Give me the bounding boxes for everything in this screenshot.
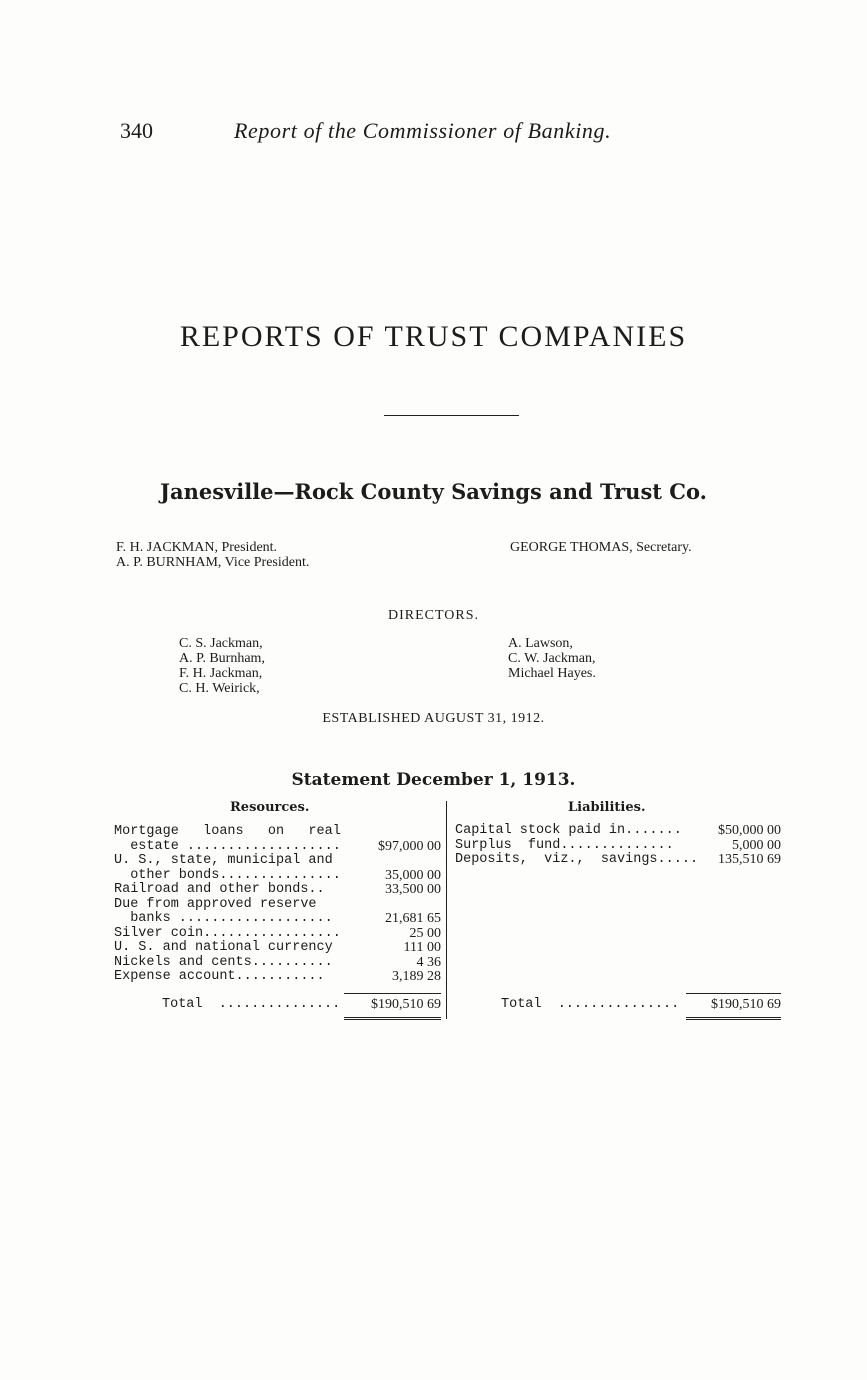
resource-label: estate ...................	[114, 838, 341, 854]
director: C. W. Jackman,	[508, 651, 596, 666]
resource-amount: 21,681 65	[385, 911, 441, 926]
resource-label: Nickels and cents..........	[114, 954, 333, 970]
resource-label: Expense account...........	[114, 969, 325, 984]
liability-label: Deposits, viz., savings.....	[455, 852, 699, 867]
director: A. P. Burnham,	[179, 651, 265, 666]
officer-secretary: GEORGE THOMAS, Secretary.	[510, 540, 692, 555]
director: F. H. Jackman,	[179, 666, 263, 681]
title-rule	[384, 415, 519, 416]
statement-title: Statement December 1, 1913.	[291, 770, 576, 790]
liabilities-sum-rule	[686, 993, 781, 994]
column-divider	[446, 801, 447, 1019]
resource-label: U. S., state, municipal and	[114, 853, 333, 868]
director: C. H. Weirick,	[179, 681, 260, 696]
resources-total: $190,510 69	[371, 997, 441, 1012]
resources-total-label: Total ...............	[162, 997, 341, 1012]
resource-label: other bonds...............	[114, 867, 341, 883]
resource-amount: 4 36	[416, 954, 441, 970]
liabilities-double-rule	[686, 1017, 781, 1020]
resource-label: banks ...................	[114, 911, 333, 926]
section-title: REPORTS OF TRUST COMPANIES	[179, 320, 688, 353]
resource-amount: 33,500 00	[385, 882, 441, 897]
director: A. Lawson,	[508, 636, 573, 651]
directors-heading: DIRECTORS.	[387, 608, 480, 623]
company-name: Janesville—Rock County Savings and Trust Co.	[160, 479, 707, 504]
liability-label: Surplus fund..............	[455, 837, 674, 853]
liabilities-total: $190,510 69	[711, 997, 781, 1012]
resource-amount: 35,000 00	[385, 867, 441, 883]
liability-amount: 5,000 00	[732, 837, 781, 853]
resource-amount: 3,189 28	[392, 969, 441, 984]
officer-president: F. H. JACKMAN, President.	[116, 540, 278, 555]
director: Michael Hayes.	[508, 666, 596, 681]
liabilities-total-label: Total ...............	[501, 997, 680, 1012]
resource-amount: 111 00	[403, 940, 441, 955]
liability-amount: 135,510 69	[718, 852, 781, 867]
resource-label: U. S. and national currency	[114, 940, 333, 955]
liabilities-heading: Liabilities.	[568, 800, 646, 815]
resources-double-rule	[344, 1017, 441, 1020]
resource-label: Railroad and other bonds..	[114, 882, 325, 897]
page-number: 340	[120, 118, 153, 143]
officer-vice-president: A. P. BURNHAM, Vice President.	[116, 555, 310, 570]
resources-sum-rule	[344, 993, 441, 994]
liability-amount: $50,000 00	[718, 823, 781, 838]
resource-amount: 25 00	[409, 925, 441, 941]
director: C. S. Jackman,	[179, 636, 263, 651]
resources-heading: Resources.	[230, 800, 310, 815]
resource-label: Mortgage loans on real	[114, 824, 341, 839]
running-head: Report of the Commissioner of Banking.	[234, 118, 612, 143]
established-date: ESTABLISHED AUGUST 31, 1912.	[322, 711, 545, 726]
resource-amount: $97,000 00	[378, 838, 441, 854]
resource-label: Due from approved reserve	[114, 896, 317, 912]
liability-label: Capital stock paid in.......	[455, 823, 682, 838]
resource-label: Silver coin.................	[114, 925, 341, 941]
